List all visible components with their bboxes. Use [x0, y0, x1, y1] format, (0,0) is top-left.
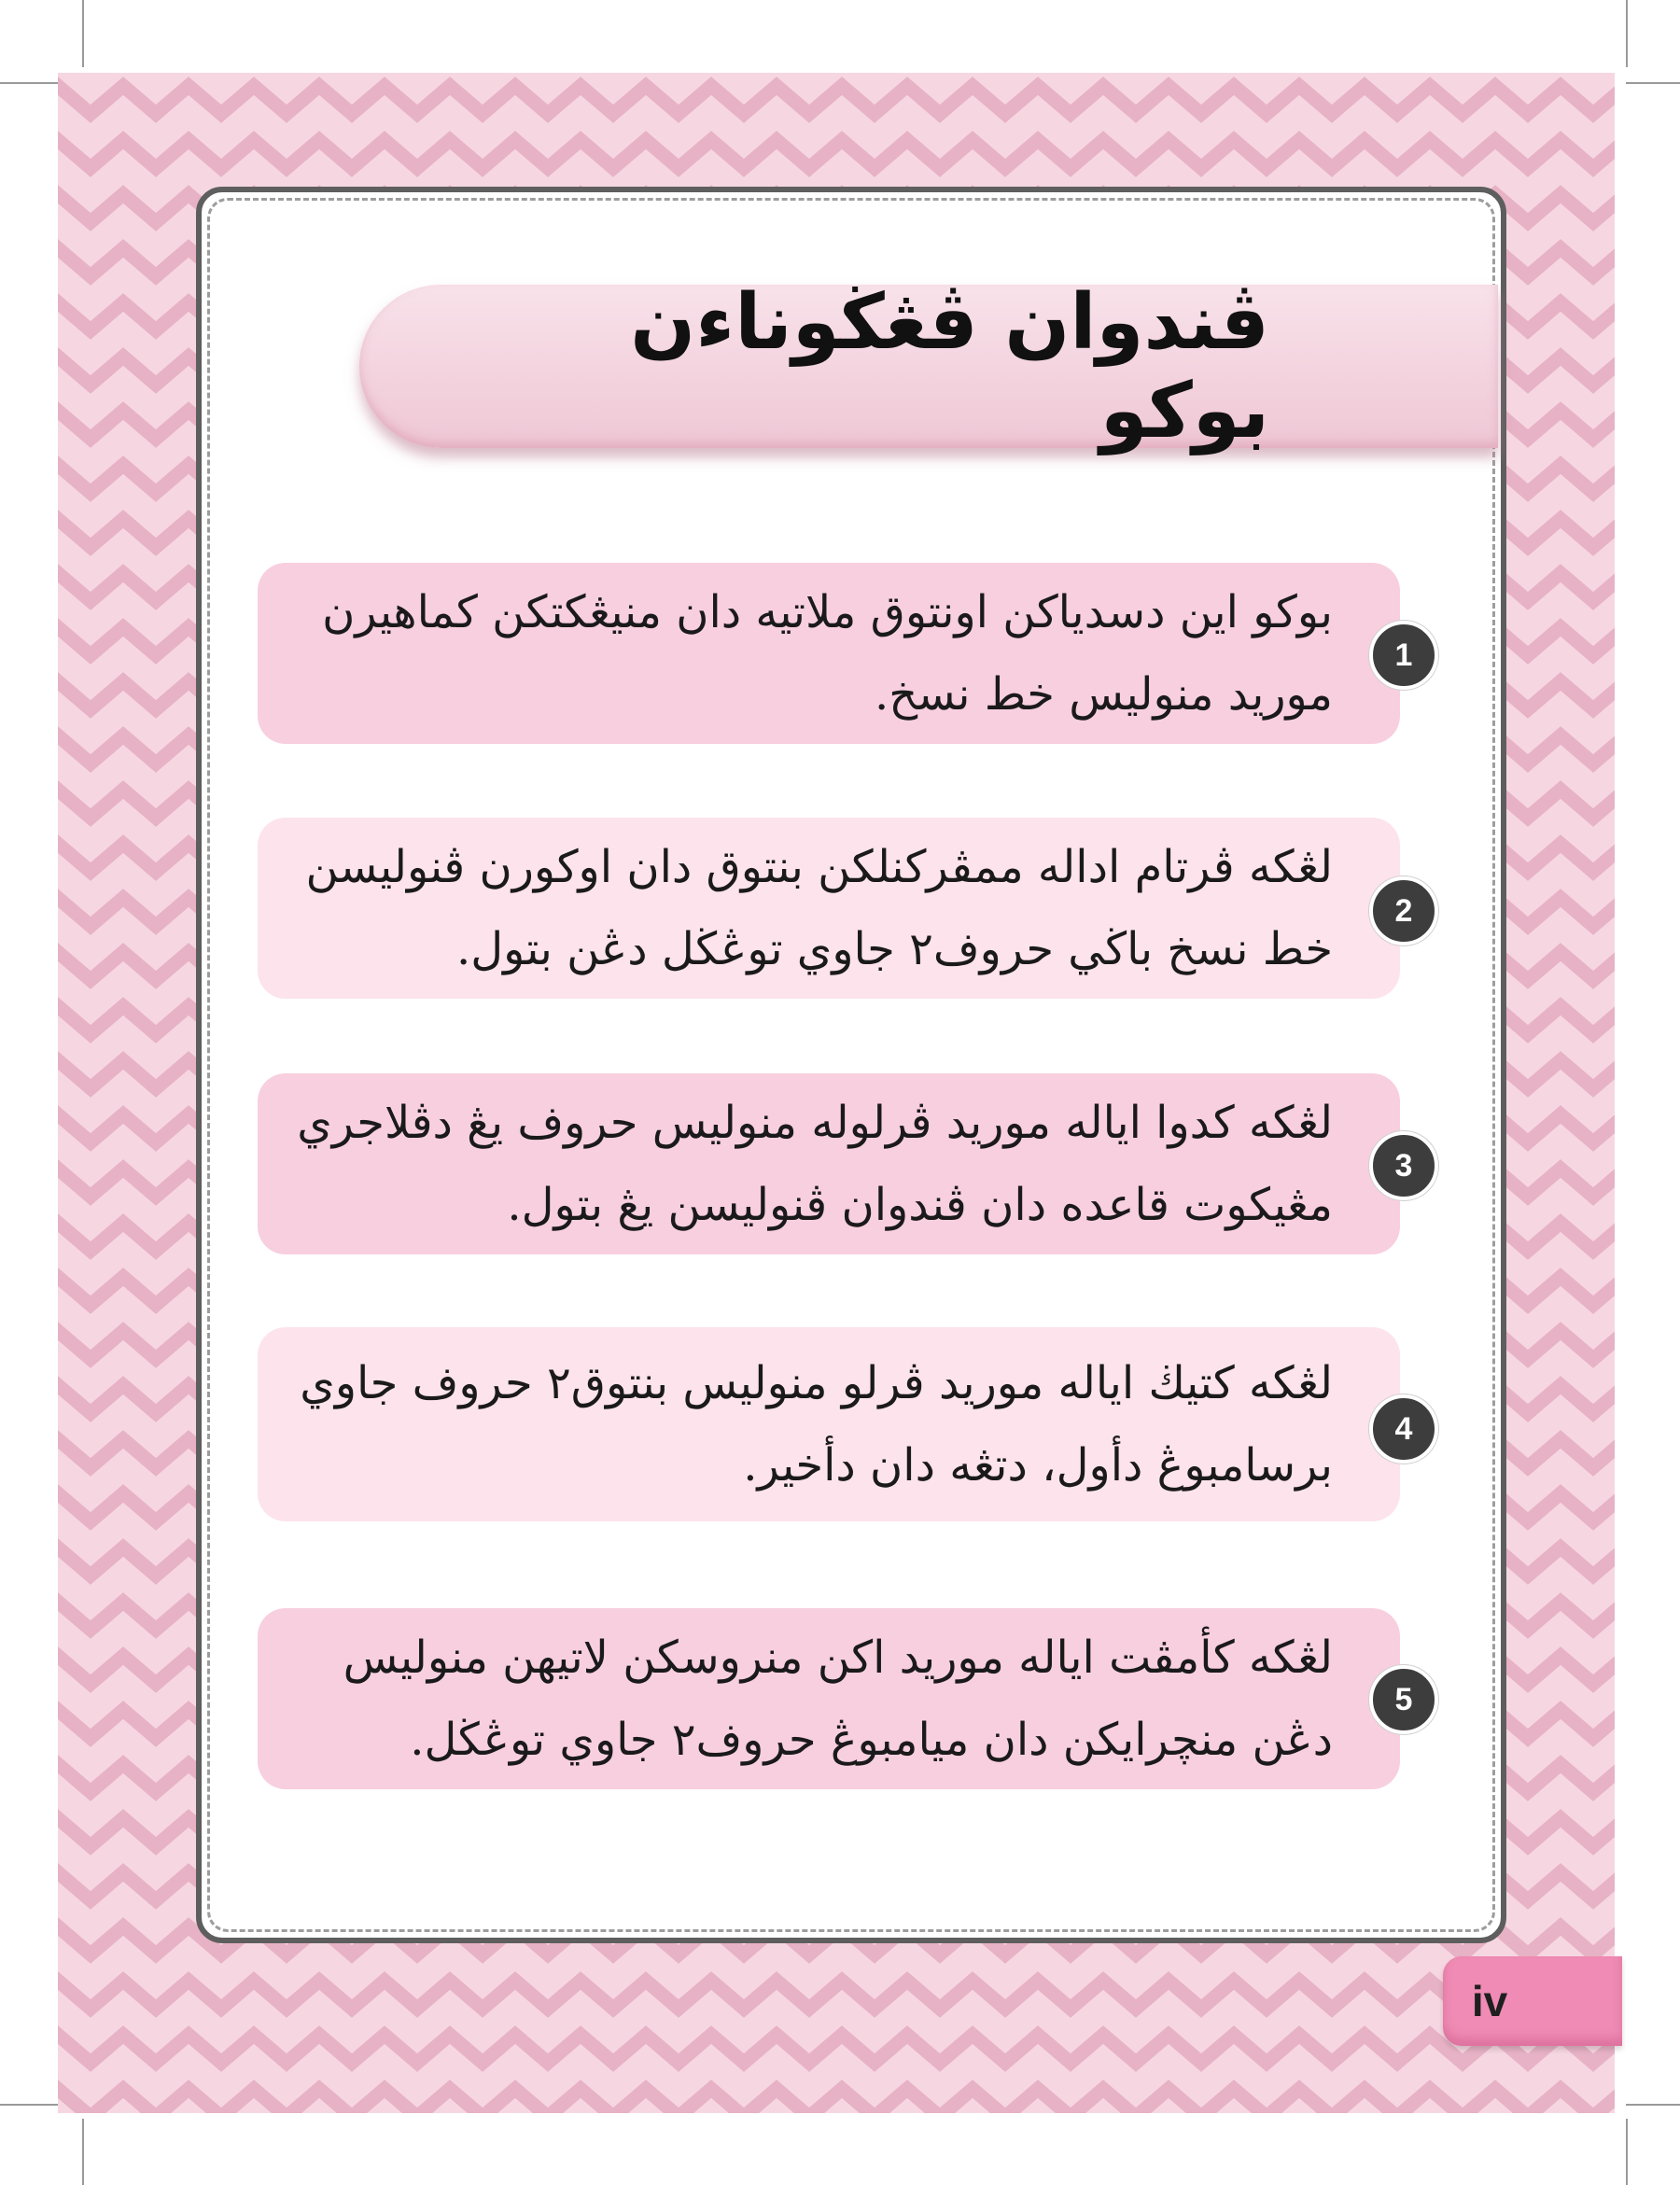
crop-mark	[0, 82, 58, 84]
crop-mark	[1626, 2104, 1680, 2106]
crop-mark	[82, 2119, 84, 2185]
item-number-badge: 1	[1369, 621, 1438, 690]
item-text: لڠكه كتيڬ اياله موريد ڤرلو منوليس بنتوق٢ حروف جاوي برسامبوڠ دأول، دتڠه دان دأخير.	[300, 1357, 1333, 1492]
item-text: لڠكه ڤرتام اداله ممڤركنلكن بنتوق دان اوكورن ڤنوليسن خط نسخ باڬي حروف٢ جاوي توڠڬل دڠن بتول.	[305, 841, 1333, 975]
item-text: لڠكه كدوا اياله موريد ڤرلوله منوليس حروف يڠ دڤلاجري مڠيكوت قاعده دان ڤندوان ڤنوليسن يڠ بتول.	[297, 1097, 1333, 1231]
item-text: بوكو اين دسدياكن اونتوق ملاتيه دان منيڠكتكن كماهيرن موريد منوليس خط نسخ.	[322, 586, 1333, 721]
crop-mark	[0, 2104, 58, 2106]
page-title: ڤندوان ڤڠڬوناءن بوكو	[630, 277, 1269, 455]
page-number: iv	[1471, 1977, 1508, 2025]
crop-mark	[1626, 0, 1628, 67]
crop-mark	[1626, 2119, 1628, 2185]
list-item	[258, 1073, 1400, 1254]
item-number-badge: 3	[1369, 1131, 1438, 1200]
list-item	[258, 818, 1400, 999]
crop-mark	[1626, 82, 1680, 84]
item-number-badge: 5	[1369, 1665, 1438, 1734]
item-number-badge: 2	[1369, 876, 1438, 945]
crop-mark	[82, 0, 84, 67]
list-item	[258, 563, 1400, 744]
list-item	[258, 1608, 1400, 1789]
item-text: لڠكه كأمڤت اياله موريد اكن منروسكن لاتيهن منوليس دڠن منچرايكن دان ميامبوڠ حروف٢ جاوي توڠڬل.	[343, 1632, 1333, 1766]
list-item	[258, 1327, 1400, 1521]
item-number-badge: 4	[1369, 1394, 1438, 1464]
